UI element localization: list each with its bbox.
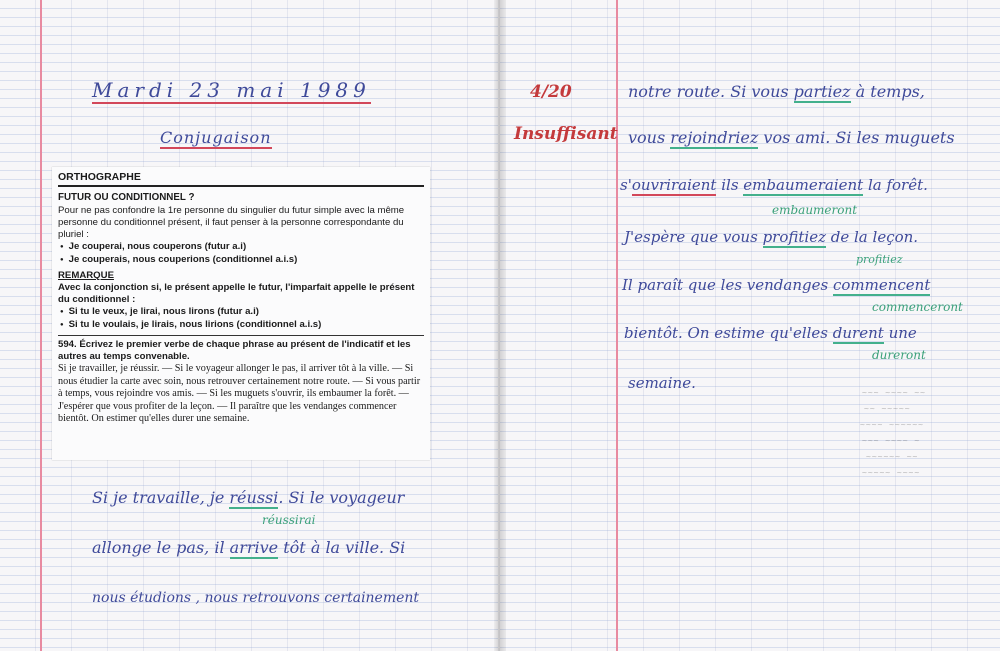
r5a: Il paraît que les vendanges (622, 276, 829, 294)
answer-arrive: arrive (229, 538, 279, 557)
right-line-7: semaine. (628, 374, 696, 392)
clip-exercise-title: 594. Écrivez le premier verbe de chaque phrase au présent de l'indicatif et les autres au temps convenable. (58, 339, 411, 362)
r1b: à temps, (855, 82, 925, 101)
clip-example-2: ● Je couperais, nous couperions (conditionnel a.i.s) (52, 254, 430, 267)
answer-line-2 (92, 538, 405, 557)
answer-2a: allonge le pas, il (92, 538, 225, 557)
r4-profitiez: profitiez (762, 228, 826, 246)
r3-embaumeraient: embaumeraient (743, 176, 864, 194)
clip-remark: Avec la conjonction si, le présent appelle le futur, l'imparfait appelle le présent du conditionnel : (58, 282, 415, 305)
r4b: de la leçon. (830, 228, 919, 246)
left-margin-line (40, 0, 42, 651)
answer-line-1 (92, 488, 404, 507)
clip-example-4: ● Si tu le voulais, je lirais, nous lirions (conditionnel a.i.s) (52, 319, 430, 332)
correction-commenceront: commenceront (872, 300, 963, 314)
clip-intro: Pour ne pas confondre la 1re personne du singulier du futur simple avec la même personne du conditionnel présent, il faut penser à la personne correspondante du pluriel : (58, 205, 405, 240)
r3b: la forêt. (867, 176, 928, 194)
textbook-clipping (52, 167, 430, 460)
r1a: notre route. Si vous (628, 82, 789, 101)
answer-reussi: réussi (229, 488, 279, 507)
r2-rejoindriez: rejoindriez (670, 128, 759, 147)
r2b: vos ami. Si les muguets (763, 128, 955, 147)
r5-commencent: commencent (832, 276, 931, 294)
answer-1b: . Si le voyageur (278, 488, 405, 507)
clip-exercise-text: Si je travailler, je réussir. — Si le voyageur allonger le pas, il arriver tôt à la ville. — Si nous étudier la carte avec soin, nous retrouver certainement notre route. — Si vous partir à temps, vous rejoindre vos amis. — Si les muguets s'ouvrir, ils embaumer la forêt. — J'espérer que vous profiter de la leçon. — Il paraître que les vendanges commencer bientôt. On estimer qu'elles durer une semaine. (58, 363, 421, 424)
answer-1a: Si je travaille, je (92, 488, 225, 507)
r2a: vous (628, 128, 666, 147)
r3a: s' (620, 176, 632, 194)
correction-dureront: dureront (872, 348, 926, 362)
r1-partiez: partiez (793, 82, 851, 101)
correction-profitiez: profitiez (856, 253, 903, 266)
clip-example-3: ● Si tu le veux, je lirai, nous lirons (futur a.i) (52, 306, 430, 319)
right-line-3 (620, 176, 928, 194)
right-margin-line (616, 0, 618, 651)
r6b: une (888, 324, 917, 342)
subject-heading: Conjugaison (160, 128, 272, 147)
left-page (0, 0, 498, 651)
clip-section-title: ORTHOGRAPHE (58, 171, 141, 183)
clip-remark-label: REMARQUE (58, 270, 114, 281)
right-line-1 (628, 82, 925, 101)
right-page: 4/20 Insuffisant notre route. Si vous partiez à temps, vous rejoindriez vos ami. Si les muguets s'ouvriraient ils embaumeraient la forêt. embaumeront J'espère que vous profitiez de la leçon. profitiez Il paraît que les vendanges commencent commenceront bientôt. On estime qu'elles durent une dureront semaine. ~~~ ~~~~ ~~ ~~ ~~~~~ ~~~~ ~~~~~~ ~~~ ~~~~ ~ ~~~~~~ ~~ ~~~~~ ~~~~ (500, 0, 1000, 651)
right-line-6 (624, 324, 917, 342)
grade-mark: 4/20 (530, 82, 572, 102)
correction-reussirai: réussirai (262, 513, 316, 527)
clip-question: FUTUR OU CONDITIONNEL ? (58, 192, 195, 203)
correction-embaumeront: embaumeront (772, 203, 858, 217)
notebook-binding (494, 0, 506, 651)
clip-separator (58, 335, 424, 336)
clip-example-1: ● Je couperai, nous couperons (futur a.i) (52, 241, 430, 254)
right-line-5 (622, 276, 930, 294)
r6-durent: durent (832, 324, 884, 342)
r3m: ils (721, 176, 739, 194)
r6a: bientôt. On estime qu'elles (624, 324, 828, 342)
date-heading: Mardi 23 mai 1989 (92, 78, 371, 102)
r3-ouvriraient: ouvriraient (631, 176, 717, 194)
r4a: J'espère que vous (624, 228, 758, 246)
answer-line-3: nous étudions , nous retrouvons certainement (92, 590, 420, 606)
answer-2b: tôt à la ville. Si (283, 538, 406, 557)
right-line-2 (628, 128, 955, 147)
right-line-4 (624, 228, 918, 246)
teacher-comment: Insuffisant (514, 124, 618, 144)
